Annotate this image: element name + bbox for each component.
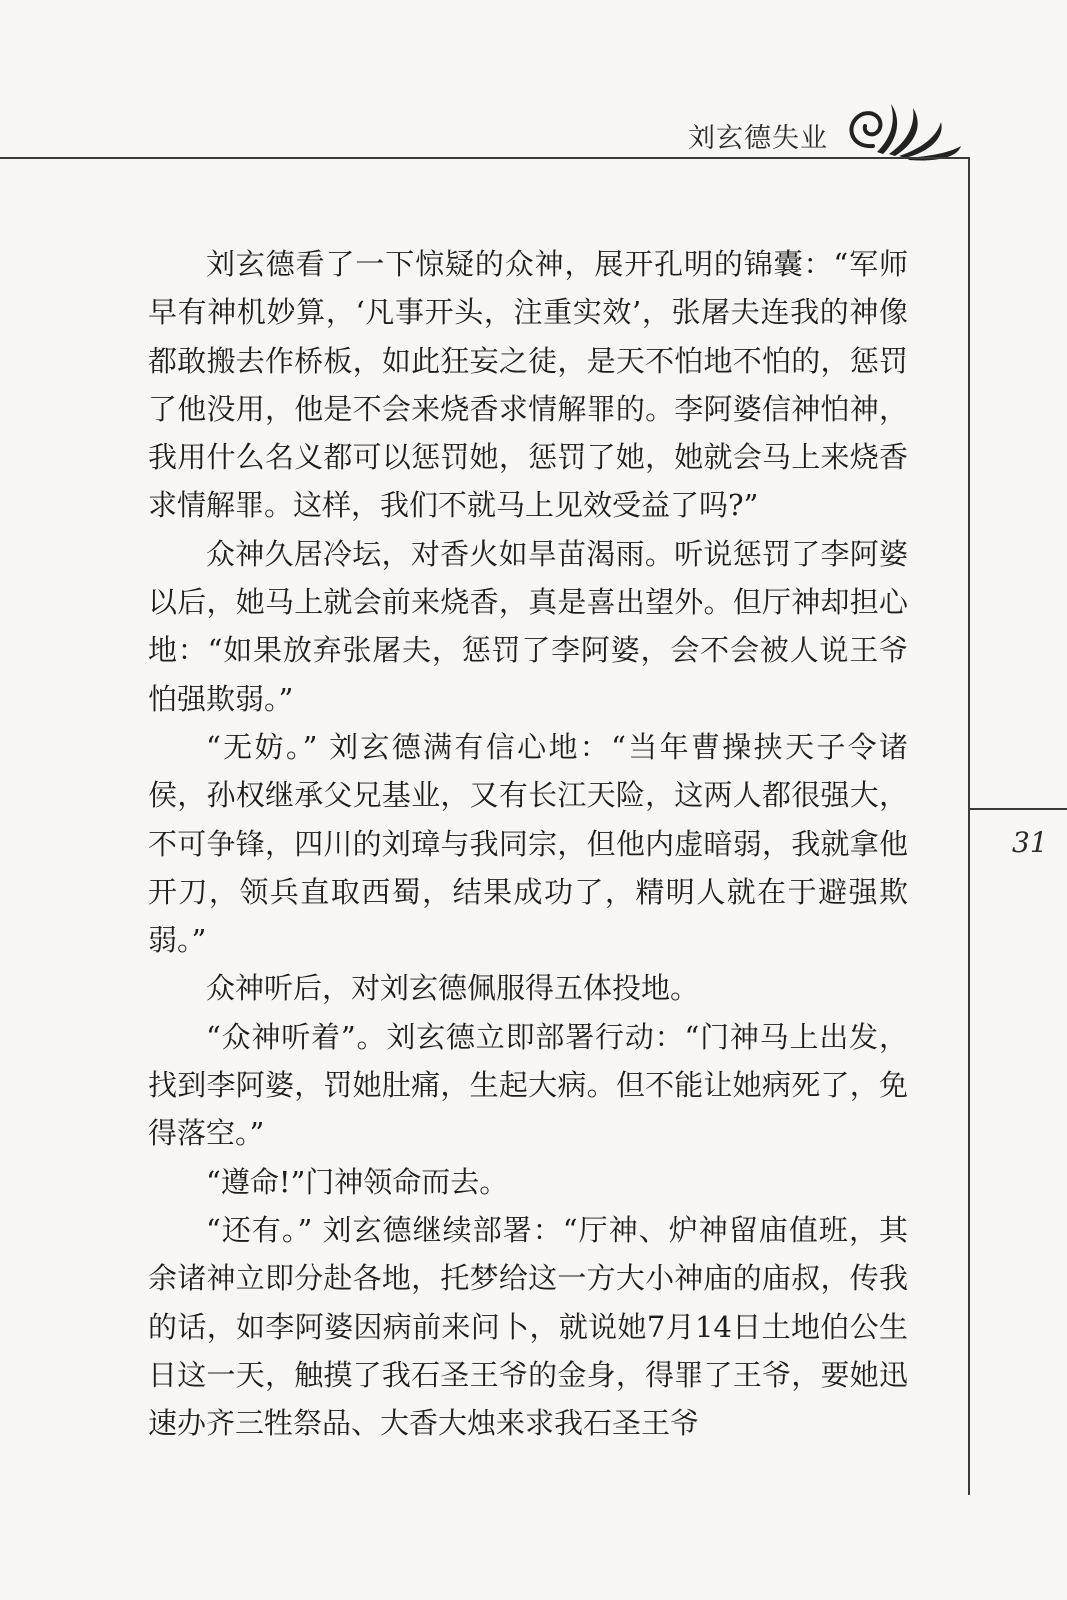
paragraph: “遵命!”门神领命而去。 bbox=[206, 1164, 509, 1199]
page-number-rule bbox=[968, 808, 1067, 810]
page-number: 31 bbox=[1012, 826, 1048, 859]
paragraph: “还有。” 刘玄德继续部署：“厅神、炉神留庙值班，其余诸神立即分赴各地，托梦给这一方大小神庙的庙叔，传我的话，如李阿婆因病前来问卜，就说她7月14日土地伯公生日这一天，触摸了我石圣王爷的金身，得罪了王爷，要她迅速办齐三牲祭品、大香大烛来求我石圣王爷 bbox=[148, 1212, 908, 1441]
paragraph: “无妨。” 刘玄德满有信心地：“当年曹操挟天子令诸侯，孙权继承父兄基业，又有长江天险，这两人都很强大，不可争锋，四川的刘璋与我同宗，但他内虚暗弱，我就拿他开刀，领兵直取西蜀，结果成功了，精明人就在于避强欺弱。” bbox=[148, 729, 908, 958]
header-rule bbox=[0, 157, 970, 159]
frame-vertical-line bbox=[968, 157, 970, 1495]
paragraph: “众神听着”。刘玄德立即部署行动：“门神马上出发，找到李阿婆，罚她肚痛，生起大病。但不能让她病死了，免得落空。” bbox=[148, 1019, 908, 1151]
swirl-ornament-icon bbox=[843, 96, 963, 164]
running-header-title: 刘玄德失业 bbox=[688, 123, 828, 154]
paragraph: 刘玄德看了一下惊疑的众神，展开孔明的锦囊：“军师早有神机妙算，‘凡事开头，注重实效’，张屠夫连我的神像都敢搬去作桥板，如此狂妄之徒，是天不怕地不怕的，惩罚了他没用，他是不会来烧香求情解罪的。李阿婆信神怕神，我用什么名义都可以惩罚她，惩罚了她，她就会马上来烧香求情解罪。这样，我们不就马上见效受益了吗?” bbox=[148, 247, 908, 523]
paragraph: 众神久居冷坛，对香火如旱苗渴雨。听说惩罚了李阿婆以后，她马上就会前来烧香，真是喜出望外。但厅神却担心地：“如果放弃张屠夫，惩罚了李阿婆，会不会被人说王爷怕强欺弱。” bbox=[148, 536, 908, 716]
body-text bbox=[148, 240, 908, 1447]
paragraph: 众神听后，对刘玄德佩服得五体投地。 bbox=[206, 971, 700, 1006]
